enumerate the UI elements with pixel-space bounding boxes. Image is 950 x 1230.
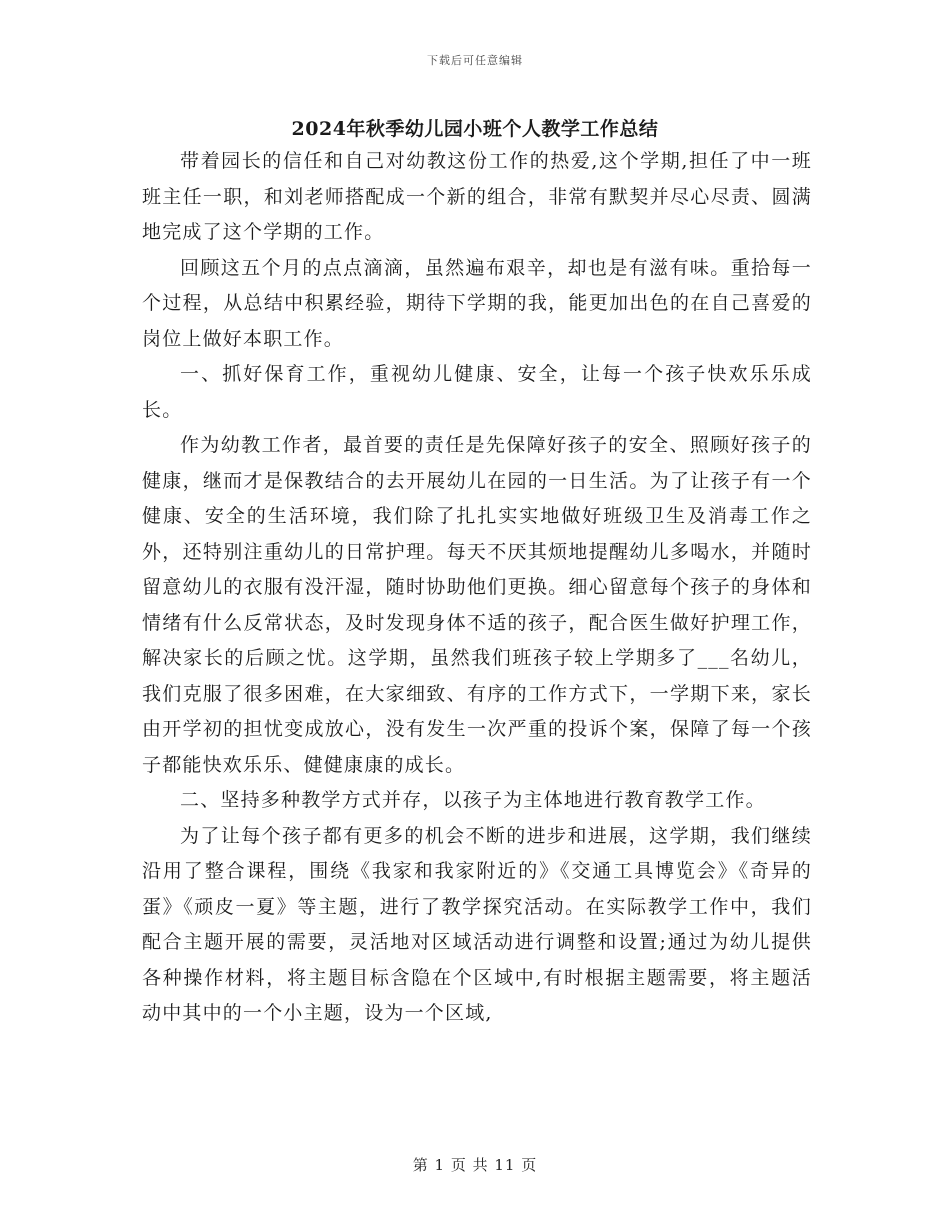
document-title: 2024年秋季幼儿园小班个人教学工作总结	[291, 118, 659, 140]
paragraph-1: 带着园长的信任和自己对幼教这份工作的热爱,这个学期,担任了中一班班主任一职，和刘老师搭配成一个新的组合，非常有默契并尽心尽责、圆满地完成了这个学期的工作。	[142, 150, 812, 243]
header-note: 下载后可任意编辑	[427, 54, 523, 67]
section-heading-2: 二、坚持多种教学方式并存，以孩子为主体地进行教育教学工作。	[180, 789, 766, 811]
section-heading-1: 一、抓好保育工作，重视幼儿健康、安全，让每一个孩子快欢乐乐成长。	[142, 363, 812, 421]
paragraph-3: 作为幼教工作者，最首要的责任是先保障好孩子的安全、照顾好孩子的健康，继而才是保教结合的去开展幼儿在园的一日生活。为了让孩子有一个健康、安全的生活环境，我们除了扎扎实实地做好班级卫生及消毒工作之外，还特别注重幼儿的日常护理。每天不厌其烦地提醒幼儿多喝水，并随时留意幼儿的衣服有没汗湿，随时协助他们更换。细心留意每个孩子的身体和情绪有什么反常状态，及时发现身体不适的孩子，配合医生做好护理工作，解决家长的后顾之忧。这学期，虽然我们班孩子较上学期多了___名幼儿，我们克服了很多困难，在大家细致、有序的工作方式下，一学期下来，家长由开学初的担忧变成放心，没有发生一次严重的投诉个案，保障了每一个孩子都能快欢乐乐、健健康康的成长。	[142, 434, 812, 776]
document-body	[142, 144, 812, 1032]
paragraph-4: 为了让每个孩子都有更多的机会不断的进步和进展，这学期，我们继续沿用了整合课程，围绕《我家和我家附近的》《交通工具博览会》《奇异的蛋》《顽皮一夏》等主题，进行了教学探究活动。在实际教学工作中，我们配合主题开展的需要，灵活地对区域活动进行调整和设置;通过为幼儿提供各种操作材料，将主题目标含隐在个区域中,有时根据主题需要，将主题活动中其中的一个小主题，设为一个区域,	[142, 824, 812, 1024]
page-number: 第 1 页 共 11 页	[412, 1156, 538, 1174]
paragraph-2: 回顾这五个月的点点滴滴，虽然遍布艰辛，却也是有滋有味。重拾每一个过程，从总结中积累经验，期待下学期的我，能更加出色的在自己喜爱的岗位上做好本职工作。	[142, 256, 812, 350]
